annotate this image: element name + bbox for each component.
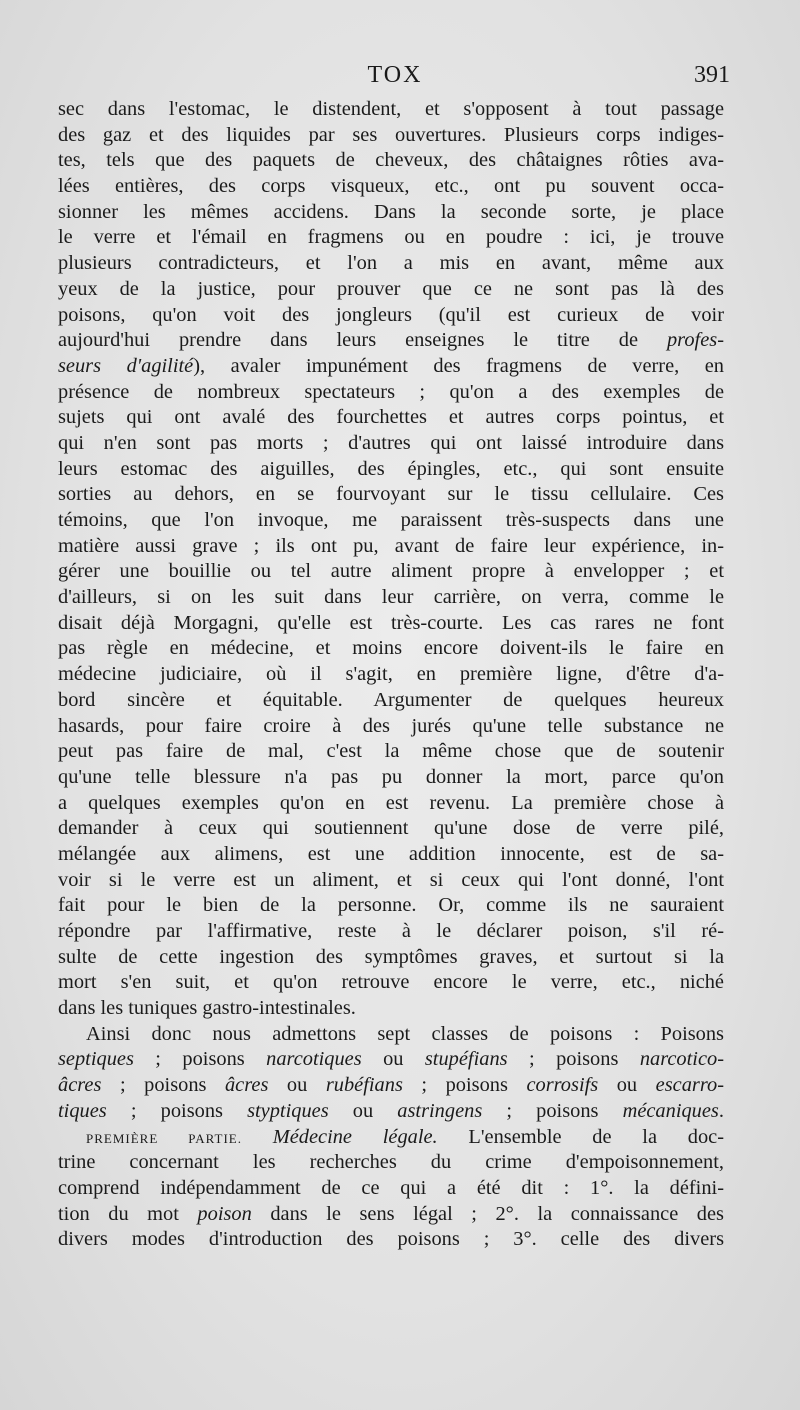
italic-fragment: âcres: [58, 1074, 102, 1097]
text-line: mélangée aux alimens, est une addition innocente, est de sa-: [58, 842, 724, 865]
running-title: TOX: [367, 62, 423, 88]
text-line: [58, 354, 724, 380]
text-fragment: tion du mot: [58, 1202, 198, 1225]
text-line: qu'une telle blessure n'a pas pu donner la mort, parce qu'on: [58, 765, 724, 788]
text-line: témoins, que l'on invoque, me paraissent très-suspects dans une: [58, 509, 724, 531]
text-fragment: ou: [268, 1074, 326, 1097]
text-line: voir si le verre est un aliment, et si ceux qui l'ont donné, l'ont: [58, 868, 724, 891]
italic-fragment: poison: [197, 1202, 252, 1225]
text-fragment: ou: [598, 1074, 656, 1097]
text-line: divers modes d'introduction des poisons ; 3°. celle des divers: [58, 1228, 724, 1251]
italic-fragment: mécaniques: [622, 1099, 719, 1122]
text-line: trine concernant les recherches du crime d'empoisonnement,: [58, 1151, 724, 1174]
text-fragment: ou: [328, 1099, 398, 1122]
text-line: yeux de la justice, pour prouver que ce ne sont pas là des: [58, 277, 724, 300]
text-line: médecine judiciaire, où il s'agit, en première ligne, d'être d'a-: [58, 663, 724, 686]
italic-fragment: rubéfians: [325, 1074, 403, 1097]
text-fragment: ; poisons: [133, 1048, 267, 1071]
italic-fragment: profes-: [666, 329, 724, 352]
text-line: mort s'en suit, et qu'on retrouve encore le verre, etc., niché: [58, 971, 724, 994]
text-line: hasards, pour faire croire à des jurés qu'une telle substance ne: [58, 714, 724, 737]
section-title: Médecine légale.: [272, 1125, 438, 1148]
text-line: qui n'en sont pas morts ; d'autres qui ont laissé introduire dans: [58, 431, 724, 454]
italic-fragment: astringens: [397, 1099, 483, 1122]
text-line: leurs estomac des aiguilles, des épingles, etc., qui sont ensuite: [58, 457, 724, 480]
text-line: disait déjà Morgagni, qu'elle est très-courte. Les cas rares ne font: [58, 611, 724, 634]
text-line: [58, 1047, 724, 1073]
text-line: sec dans l'estomac, le distendent, et s'opposent à tout passage: [58, 98, 724, 120]
text-line: dans les tuniques gastro-intestinales.: [58, 997, 356, 1020]
text-fragment: ; poisons: [101, 1074, 225, 1097]
body-text: [58, 97, 724, 1253]
text-line: répondre par l'affirmative, reste à le déclarer poison, s'il ré-: [58, 920, 724, 942]
text-line: tes, tels que des paquets de cheveux, des châtaignes rôties ava-: [58, 149, 724, 172]
italic-fragment: seurs d'agilité: [58, 354, 194, 377]
text-line: comprend indépendamment de ce qui a été dit : 1°. la défini-: [58, 1176, 724, 1199]
text-line: pas règle en médecine, et moins encore doivent-ils le faire en: [58, 637, 724, 660]
text-fragment: ; poisons: [482, 1099, 623, 1122]
text-line: Ainsi donc nous admettons sept classes de poisons : Poisons: [86, 1022, 724, 1045]
text-line: matière aussi grave ; ils ont pu, avant de faire leur expérience, in-: [58, 534, 724, 557]
text-line: plusieurs contradicteurs, et l'on a mis en avant, même aux: [58, 252, 724, 275]
text-line: bord sincère et équitable. Argumenter de quelques heureux: [58, 688, 724, 711]
text-line: le verre et l'émail en fragmens ou en poudre : ici, je trouve: [58, 226, 724, 249]
text-line: sulte de cette ingestion des symptômes graves, et surtout si la: [58, 945, 724, 968]
text-line: [58, 328, 724, 354]
text-line: présence de nombreux spectateurs ; qu'on a des exemples de: [58, 380, 724, 403]
text-line: sorties au dehors, en se fourvoyant sur le tissu cellulaire. Ces: [58, 483, 724, 506]
italic-fragment: escarro-: [655, 1074, 724, 1097]
text-fragment: ou: [361, 1048, 425, 1071]
italic-fragment: tiques: [58, 1099, 107, 1122]
text-line: peut pas faire de mal, c'est la même chose que de soutenir: [58, 740, 724, 763]
text-line: sujets qui ont avalé des fourchettes et autres corps pointus, et: [58, 406, 724, 429]
text-line: a quelques exemples qu'on en est revenu. La première chose à: [58, 791, 724, 814]
text-line: sionner les mêmes accidens. Dans la seconde sorte, je place: [58, 200, 724, 223]
italic-fragment: stupéfians: [424, 1048, 508, 1071]
text-fragment: .: [718, 1099, 724, 1122]
italic-fragment: narcotico-: [639, 1048, 724, 1071]
text-line: gérer une bouillie ou tel autre aliment propre à envelopper ; et: [58, 560, 724, 583]
page-number: 391: [694, 62, 730, 88]
text-line: [58, 1073, 724, 1099]
text-line: demander à ceux qui soutiennent qu'une dose de verre pilé,: [58, 817, 724, 840]
text-fragment: aujourd'hui prendre dans leurs enseignes le titre de: [58, 329, 667, 352]
running-head: [60, 62, 730, 92]
text-fragment: dans le sens légal ; 2°. la connaissance des: [251, 1202, 724, 1225]
italic-fragment: styptiques: [247, 1099, 329, 1122]
text-fragment: L'ensemble de la doc-: [437, 1125, 724, 1148]
italic-fragment: âcres: [224, 1074, 269, 1097]
text-line: des gaz et des liquides par ses ouvertures. Plusieurs corps indiges-: [58, 123, 724, 146]
text-line: lées entières, des corps visqueux, etc., ont pu souvent occa-: [58, 175, 724, 198]
text-line: d'ailleurs, si on les suit dans leur carrière, on verra, comme le: [58, 586, 724, 609]
section-heading: PREMIÈRE PARTIE.: [86, 1130, 242, 1146]
text-line: [58, 1099, 724, 1125]
text-fragment: ), avaler impunément des fragmens de verre, en: [193, 354, 724, 377]
text-line: [58, 1125, 724, 1151]
italic-fragment: narcotiques: [266, 1048, 362, 1071]
text-line: fait pour le bien de la personne. Or, comme ils ne sauraient: [58, 894, 724, 917]
italic-fragment: septiques: [58, 1048, 134, 1071]
text-line: [58, 1202, 724, 1228]
text-line: poisons, qu'on voit des jongleurs (qu'il est curieux de voir: [58, 303, 724, 326]
italic-fragment: corrosifs: [526, 1074, 599, 1097]
text-fragment: ; poisons: [507, 1048, 640, 1071]
text-fragment: ; poisons: [106, 1099, 248, 1122]
text-fragment: ; poisons: [402, 1074, 527, 1097]
